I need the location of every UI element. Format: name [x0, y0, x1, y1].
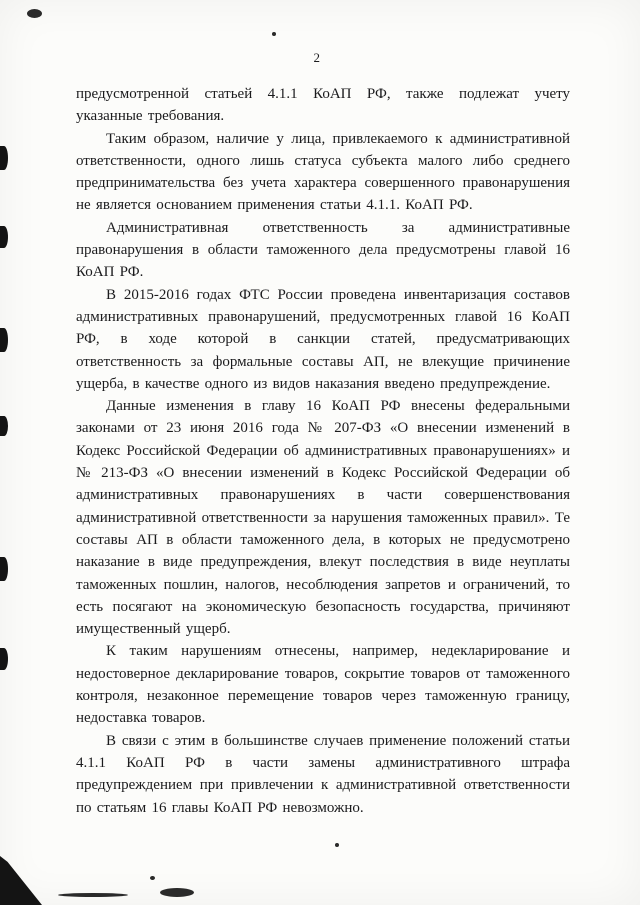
scan-artifact: [0, 856, 42, 905]
scan-artifact: [58, 893, 128, 897]
scan-artifact: [27, 9, 42, 18]
scan-artifact: [0, 648, 8, 670]
paragraph: Таким образом, наличие у лица, привлекаемого к административной ответственности, одного лишь статуса субъекта малого либо среднего предпринимательства без учета характера совершенного правонарушения не является основанием применения статьи 4.1.1. КоАП РФ.: [76, 130, 570, 214]
paragraph: Данные изменения в главу 16 КоАП РФ внесены федеральными законами от 23 июня 2016 года № 207-ФЗ «О внесении изменений в Кодекс Российской Федерации об административных правонарушениях» и № 213-ФЗ «О внесении изменений в Кодекс Российской Федерации об административных правонарушениях в части совершенствования административной ответственности за нарушения таможенных правил». Те составы АП в области таможенного дела, в которых не предусмотрено наказание в виде предупреждения, влекут последствия в виде неуплаты таможенных пошлин, налогов, несоблюдения запретов и ограничений, то есть посягают на экономическую безопасность государства, причиняют имущественный ущерб.: [76, 398, 570, 638]
paragraph: В 2015-2016 годах ФТС России проведена инвентаризация составов административных правонарушений, предусмотренных главой 16 КоАП РФ, в ходе которой в санкции статей, предусматривающих ответственность за формальные составы АП, не влекущие причинение ущерба, в качестве одного из видов наказания введено предупреждение.: [76, 286, 570, 392]
scan-artifact: [0, 328, 8, 352]
scan-artifact: [272, 32, 276, 36]
scan-artifact: [160, 888, 194, 897]
scan-artifact: [0, 557, 8, 581]
scan-artifact: [0, 146, 8, 170]
paragraph: В связи с этим в большинстве случаев применение положений статьи 4.1.1 КоАП РФ в части замены административного штрафа предупреждением при привлечении к административной ответственности по статьям 16 главы КоАП РФ невозможно.: [76, 732, 570, 816]
scan-artifact: [335, 843, 339, 847]
page-number: 2: [313, 50, 321, 65]
paragraph-continuation: предусмотренной статьей 4.1.1 КоАП РФ, также подлежат учету указанные требования.: [76, 86, 570, 125]
paragraph: Административная ответственность за административные правонарушения в области таможенного дела предусмотрены главой 16 КоАП РФ.: [76, 219, 570, 281]
scan-artifact: [0, 226, 8, 248]
paragraph: К таким нарушениям отнесены, например, недекларирование и недостоверное декларирование товаров, сокрытие товаров от таможенного контроля, незаконное перемещение товаров через таможенную границу, недоставка товаров.: [76, 643, 570, 727]
scan-artifact: [150, 876, 155, 880]
scan-artifact: [0, 416, 8, 436]
document-text-block: [76, 83, 570, 819]
